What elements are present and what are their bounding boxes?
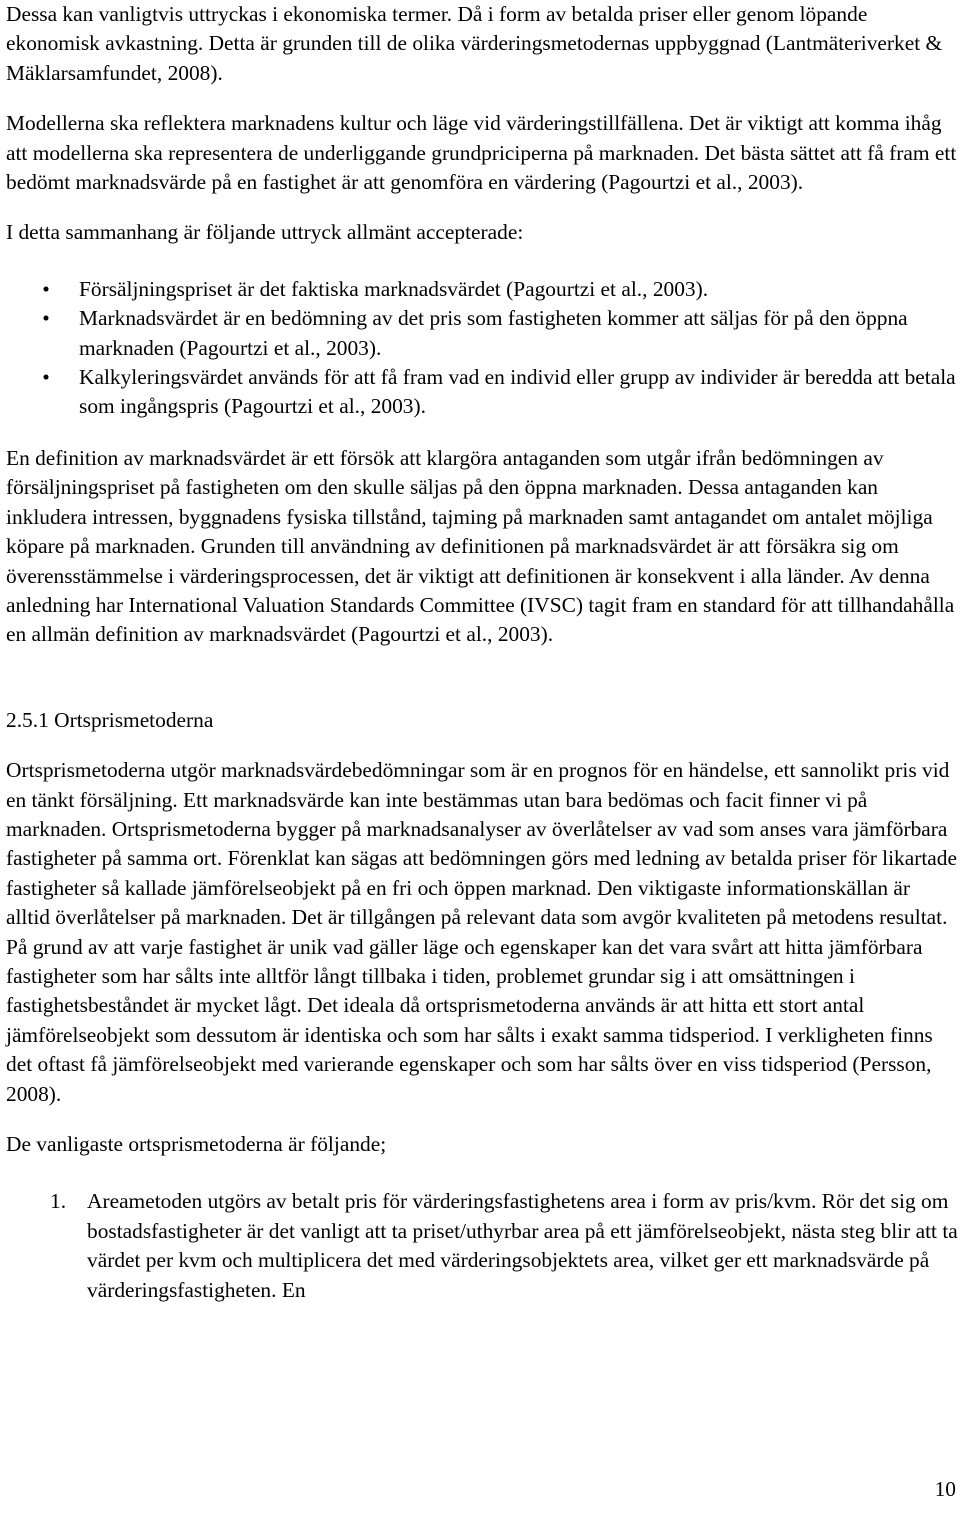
- bullet-icon: •: [42, 276, 50, 301]
- bullet-icon: •: [42, 365, 50, 390]
- list-item-text: Kalkyleringsvärdet används för att få fram vad en individ eller grupp av individer är beredda att betala som ingångspris (Pagourtzi et al., 2003).: [79, 365, 956, 419]
- paragraph-common-methods-intro: De vanligaste ortsprismetoderna är följande;: [6, 1132, 387, 1156]
- paragraph-models: Modellerna ska reflektera marknadens kultur och läge vid värderingstillfällena. Det är viktigt att komma ihåg att modellerna ska representera de underliggande grundpriciperna på marknaden. Det bästa sättet att få fram ett bedömt marknadsvärde på en fastighet är att genomföra en värdering (Pagourtzi et al., 2003).: [6, 111, 957, 195]
- list-item: [6, 1187, 958, 1305]
- paragraph-accepted-expressions-intro: I detta sammanhang är följande uttryck allmänt accepterade:: [6, 220, 524, 245]
- paragraph-valuation-basis: Dessa kan vanligtvis uttryckas i ekonomiska termer. Då i form av betalda priser eller genom löpande ekonomisk avkastning. Detta är grunden till de olika värderingsmetodernas uppbyggnad (Lantmäteriverket & Mäklarsamfundet, 2008).: [6, 2, 943, 85]
- list-item: [6, 304, 958, 363]
- bullet-list-accepted-expressions: [6, 275, 958, 422]
- numbered-list-methods: [6, 1187, 958, 1305]
- list-item: [6, 363, 958, 422]
- page-number: 10: [934, 1477, 956, 1501]
- list-item-number: 1.: [50, 1189, 67, 1214]
- section-heading: 2.5.1 Ortsprismetoderna: [6, 707, 214, 732]
- paragraph-ortsprismetoderna: Ortsprismetoderna utgör marknadsvärdebedömningar som är en prognos för en händelse, ett sannolikt pris vid en tänkt försäljning. Ett marknadsvärde kan inte bestämmas utan bara bedömas och facit finner vi på marknaden. Ortsprismetoderna bygger på marknadsanalyser av överlåtelser av vad som anses vara jämförbara fastigheter på samma ort. Förenklat kan sägas att bedömningen görs med ledning av betalda priser för likartade fastigheter så kallade jämförelseobjekt på en fri och öppen marknad. Den viktigaste informationskällan är alltid överlåtelser på marknaden. Det är tillgången på relevant data som avgör kvaliteten på metodens resultat. På grund av att varje fastighet är unik vad gäller läge och egenskaper kan det vara svårt att hitta jämförbara fastigheter som har sålts inte alltför långt tillbaka i tiden, problemet grundar sig i att omsättningen i fastighetsbeståndet är mycket lågt. Det ideala då ortsprismetoderna används är att hitta ett stort antal jämförelseobjekt som dessutom är identiska och som har sålts i exakt samma tidsperiod. I verkligheten finns det oftast få jämförelseobjekt med varierande egenskaper och som har sålts över en viss tidsperiod (Persson, 2008).: [6, 758, 957, 1106]
- paragraph-market-value-definition: En definition av marknadsvärdet är ett försök att klargöra antaganden som utgår ifrån bedömningen av försäljningspriset på fastigheten om den skulle säljas på den öppna marknaden. Dessa antaganden kan inkludera intressen, byggnadens fysiska tillstånd, tajming på marknaden samt antagandet om antalet möjliga köpare på marknaden. Grunden till användning av definitionen på marknadsvärdet är att försäkra sig om överensstämmelse i värderingsprocessen, det är viktigt att definitionen är konsekvent i alla länder. Av denna anledning har International Valuation Standards Committee (IVSC) tagit fram en standard för att tillhandahålla en allmän definition av marknadsvärdet (Pagourtzi et al., 2003).: [6, 445, 955, 647]
- list-item-text: Försäljningspriset är det faktiska marknadsvärdet (Pagourtzi et al., 2003).: [79, 276, 709, 301]
- list-item-text: Marknadsvärdet är en bedömning av det pris som fastigheten kommer att säljas för på den öppna marknaden (Pagourtzi et al., 2003).: [79, 306, 908, 360]
- list-item-text: Areametoden utgörs av betalt pris för värderingsfastighetens area i form av pris/kvm. Rör det sig om bostadsfastigheter är det vanligt att ta priset/uthyrbar area på ett jämförelseobjekt, nästa steg blir att ta värdet per kvm och multiplicera det med värderingsobjektets area, vilket ger ett marknadsvärde på värderingsfastigheten. En: [87, 1189, 958, 1302]
- bullet-icon: •: [42, 306, 50, 331]
- list-item: [6, 275, 958, 304]
- document-page: [6, 0, 958, 1305]
